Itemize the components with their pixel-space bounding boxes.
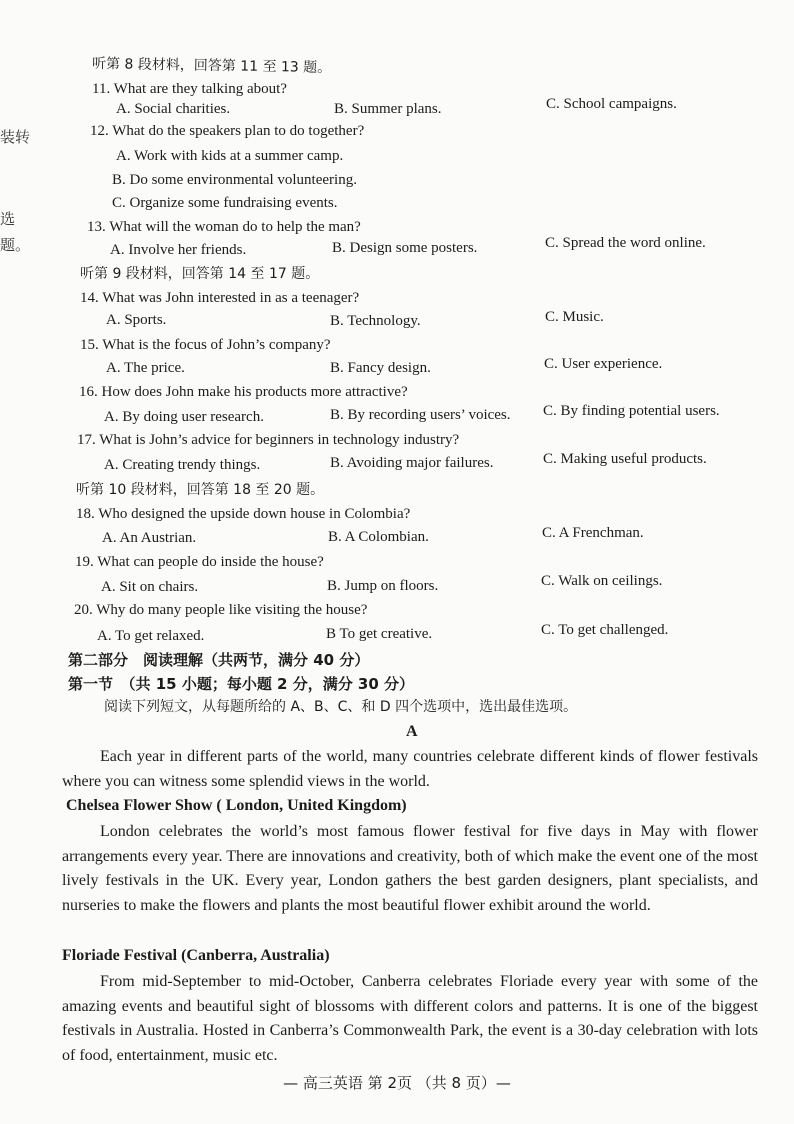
- option-c: C. Walk on ceilings.: [541, 573, 663, 589]
- paragraph: From mid-September to mid-October, Canberra celebrates Floriade every year with some of the amazing events and beautiful sight of blossoms with different colors and patterns. It is one of the biggest festivals in Australia. Hosted in Canberra’s Commonwealth Park, the event is a 30-day celebration with lots of food, entertainment, music etc.: [62, 973, 758, 1064]
- option-a: A. By doing user research.: [104, 409, 264, 425]
- option-b: B. Design some posters.: [332, 240, 478, 256]
- passage-label: A: [406, 723, 418, 740]
- option-b: B. Do some environmental volunteering.: [112, 172, 357, 188]
- question-stem: 16. How does John make his products more attractive?: [79, 384, 408, 400]
- listening-section-header: 听第 9 段材料，回答第 14 至 17 题。: [80, 266, 320, 282]
- question-stem: 20. Why do many people like visiting the house?: [74, 602, 368, 618]
- question-stem: 13. What will the woman do to help the man?: [87, 219, 361, 235]
- option-a: A. Work with kids at a summer camp.: [116, 148, 344, 164]
- option-c: C. School campaigns.: [546, 96, 677, 112]
- question-stem: 15. What is the focus of John’s company?: [80, 337, 331, 353]
- option-a: A. Creating trendy things.: [104, 457, 261, 473]
- option-c: C. User experience.: [544, 356, 663, 372]
- festival-heading: Chelsea Flower Show ( London, United Kingdom): [66, 797, 407, 814]
- edge-text: 装转: [0, 130, 31, 146]
- passage-intro: [62, 745, 758, 794]
- listening-section-header: 听第 10 段材料，回答第 18 至 20 题。: [76, 482, 325, 498]
- question-stem: 18. Who designed the upside down house in Colombia?: [76, 506, 411, 522]
- question-stem: 17. What is John’s advice for beginners in technology industry?: [77, 432, 460, 448]
- part-title: 第二部分 阅读理解（共两节，满分 40 分）: [68, 651, 370, 669]
- option-c: C. Music.: [545, 309, 604, 325]
- option-c: C. Organize some fundraising events.: [112, 195, 338, 211]
- paragraph: Each year in different parts of the world, many countries celebrate different kinds of flower festivals where you can witness some splendid views in the world.: [62, 748, 758, 790]
- option-b: B. By recording users’ voices.: [330, 407, 511, 423]
- listening-section-header: 听第 8 段材料，回答第 11 至 13 题。: [91, 55, 332, 77]
- option-b: B. Fancy design.: [330, 360, 431, 376]
- option-a: A. Social charities.: [116, 101, 231, 117]
- instruction: 阅读下列短文，从每题所给的 A、B、C、和 D 四个选项中，选出最佳选项。: [104, 699, 578, 715]
- option-a: A. To get relaxed.: [97, 628, 205, 644]
- option-b: B. Avoiding major failures.: [330, 455, 494, 471]
- option-a: A. Involve her friends.: [110, 242, 247, 258]
- option-c: C. Making useful products.: [543, 451, 707, 467]
- option-a: A. Sit on chairs.: [101, 579, 199, 595]
- festival-text: [62, 970, 758, 1068]
- question-stem: 12. What do the speakers plan to do together?: [90, 123, 365, 139]
- option-c: C. Spread the word online.: [545, 235, 706, 251]
- option-c: C. By finding potential users.: [543, 403, 720, 419]
- option-c: C. To get challenged.: [541, 622, 669, 638]
- option-b: B. Technology.: [330, 313, 421, 329]
- festival-heading: Floriade Festival (Canberra, Australia): [62, 947, 330, 964]
- page-footer: — 高三英语 第 2页 （共 8 页）—: [283, 1074, 511, 1092]
- section-title: 第一节 （共 15 小题；每小题 2 分，满分 30 分）: [68, 675, 415, 693]
- option-b: B. Jump on floors.: [327, 578, 439, 594]
- edge-text: 选: [0, 212, 16, 228]
- paragraph: London celebrates the world’s most famous flower festival for five days in May with flower arrangements every year. There are innovations and creativity, both of which make the event one of the most lively festivals in the UK. Every year, London gathers the best garden designers, plant specialists, and nurseries to make the flowers and plants the most beautiful flower exhibit around the world.: [62, 823, 758, 914]
- option-b: B. A Colombian.: [328, 529, 429, 545]
- edge-text: 题。: [0, 238, 31, 254]
- option-a: A. The price.: [106, 360, 185, 376]
- option-a: A. Sports.: [106, 312, 167, 328]
- option-a: A. An Austrian.: [102, 530, 197, 546]
- question-stem: 11. What are they talking about?: [92, 81, 287, 97]
- question-stem: 19. What can people do inside the house?: [75, 554, 324, 570]
- option-c: C. A Frenchman.: [542, 525, 644, 541]
- question-stem: 14. What was John interested in as a teenager?: [80, 290, 360, 306]
- festival-text: [62, 820, 758, 918]
- option-b: B. Summer plans.: [334, 101, 442, 117]
- option-b: B To get creative.: [326, 626, 433, 642]
